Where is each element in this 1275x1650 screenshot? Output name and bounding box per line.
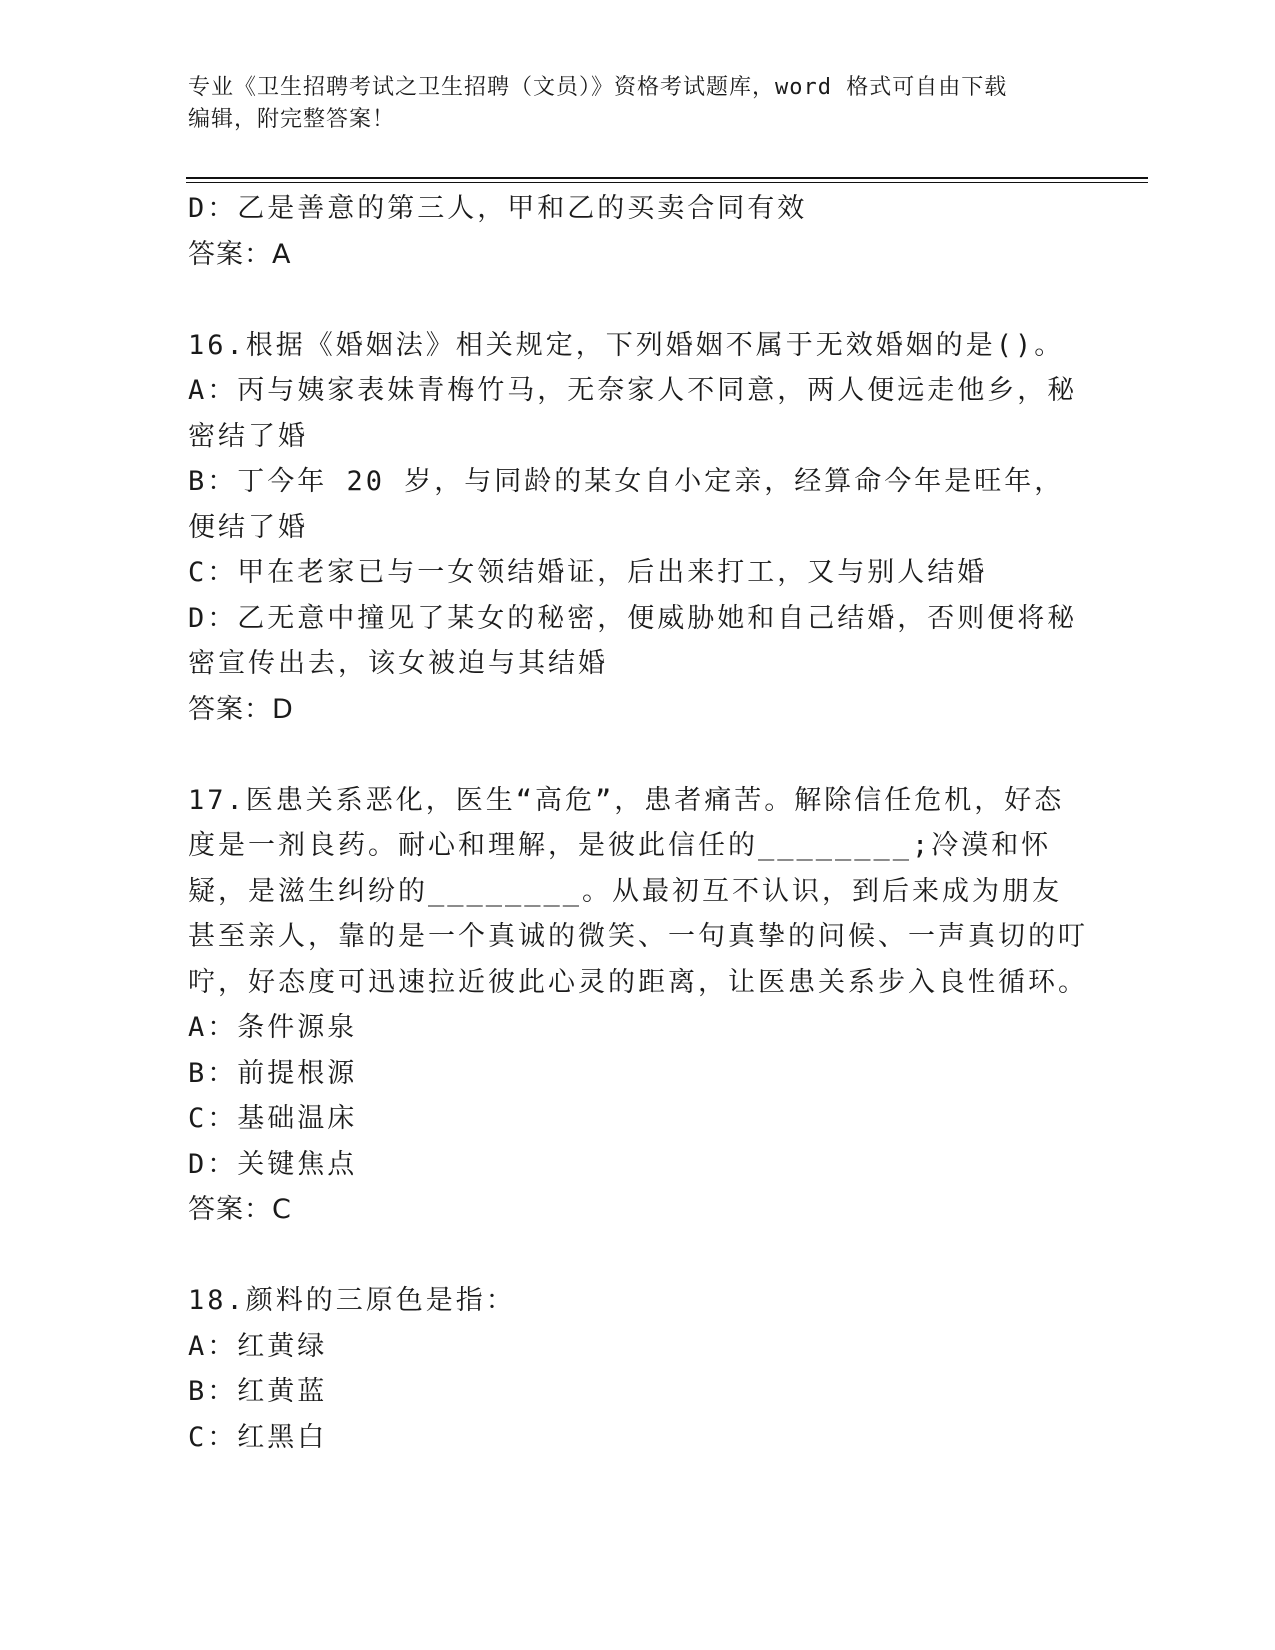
q17-option-c: C：基础温床 xyxy=(188,1103,358,1134)
header-line-2: 编辑，附完整答案！ xyxy=(188,107,396,132)
q18-option-c: C：红黑白 xyxy=(188,1421,328,1453)
q17-option-d: D：关键焦点 xyxy=(188,1148,358,1180)
header-line-1: 专业《卫生招聘考试之卫生招聘（文员）》资格考试题库，word 格式可自由下载 xyxy=(188,75,1008,100)
q16-option-c: C：甲在老家已与一女领结婚证，后出来打工，又与别人结婚 xyxy=(188,557,988,588)
q18-option-a: A：红黄绿 xyxy=(188,1330,328,1362)
header-rule-thin xyxy=(186,182,1148,183)
q16-stem: 16.根据《婚姻法》相关规定，下列婚姻不属于无效婚姻的是()。 xyxy=(188,329,1065,361)
q16-answer: 答案：D xyxy=(188,693,294,725)
q17-stem: 17.医患关系恶化，医生“高危”，患者痛苦。解除信任危机，好态度是一剂良药。耐心和理解，是彼此信任的________;冷漠和怀疑，是滋生纠纷的________。从最初互不认识，到后来成为朋友甚至亲人，靠的是一个真诚的微笑、一句真挚的问候、一声真切的叮咛，好态度可迅速拉近彼此心灵的距离，让医患关系步入良性循环。 xyxy=(188,784,1088,998)
spacer xyxy=(188,277,1088,323)
spacer xyxy=(188,732,1088,778)
q17-option-b: B：前提根源 xyxy=(188,1057,358,1089)
q17-answer: 答案：C xyxy=(188,1194,292,1225)
q16-option-b: B：丁今年 20 岁，与同龄的某女自小定亲，经算命今年是旺年，便结了婚 xyxy=(188,466,1065,543)
prev-answer: 答案：A xyxy=(188,238,292,270)
q18-stem: 18.颜料的三原色是指： xyxy=(188,1285,516,1316)
prev-option-d: D：乙是善意的第三人，甲和乙的买卖合同有效 xyxy=(188,193,808,224)
q17-option-a: A：条件源泉 xyxy=(188,1012,358,1043)
document-header xyxy=(188,72,1088,136)
q16-option-a: A：丙与姨家表妹青梅竹马，无奈家人不同意，两人便远走他乡，秘密结了婚 xyxy=(188,375,1078,452)
q18-option-b: B：红黄蓝 xyxy=(188,1376,328,1407)
q16-option-d: D：乙无意中撞见了某女的秘密，便威胁她和自己结婚，否则便将秘密宣传出去，该女被迫与其结婚 xyxy=(188,602,1078,679)
spacer xyxy=(188,1233,1088,1279)
question-content xyxy=(188,186,1088,1460)
header-rule-thick xyxy=(186,177,1148,179)
